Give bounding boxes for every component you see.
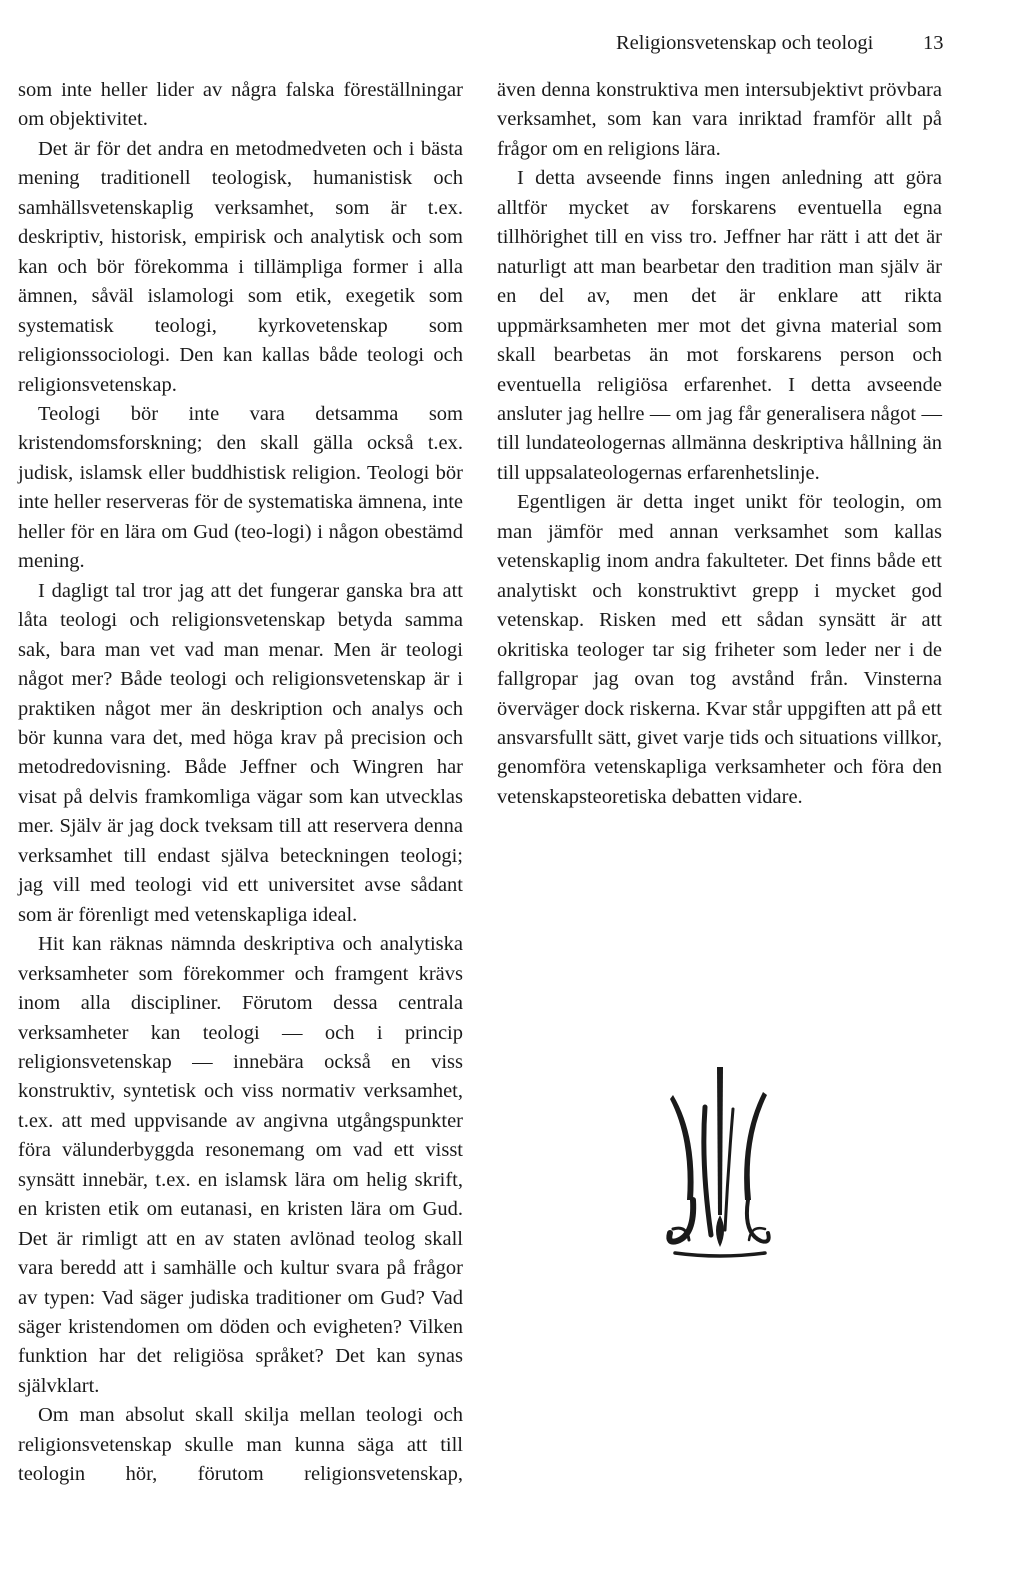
- paragraph: Hit kan räknas nämnda deskriptiva och analytiska verksamheter som förekommer och framgent krävs inom alla discipliner. Förutom dessa centrala verksamheter kan teologi — och i princip religionsvetenskap — innebära också en viss konstruktiv, syntetisk och viss normativ verksamhet, t.ex. att med uppvisande av angivna utgångspunkter föra välunderbyggda resonemang om vad ett visst synsätt innebär, t.ex. en islamsk lära om helig skrift, en kristen etik om eutanasi, en kristen lära om Gud. Det är rimligt att en av staten avlönad teolog skall vara beredd att i samhälle och kultur svara på frågor av typen: Vad säger judiska traditioner om Gud? Vad säger kristendomen om döden och evigheten? Vilken funktion har det religiösa språket? Det kan synas självklart.: [18, 933, 463, 1397]
- paragraph: Teologi bör inte vara detsamma som kristendomsforskning; den skall gälla också t.ex. judisk, islamsk eller buddhistisk religion. Teologi bör inte heller reserveras för de systematiska ämnena, inte heller för en lära om Gud (teo-logi) i någon obestämd mening.: [18, 402, 463, 573]
- paragraph: Egentligen är detta inget unikt för teologin, om man jämför med annan verksamhet som kallas vetenskaplig inom andra fakulteter. Det finns både ett analytiskt och konstruktivt grepp i mycket god vetenskap. Risken med ett sådan synsätt är att okritiska teologer tar sig friheter som leder ner i de fallgropar jag ovan tog avstånd från. Vinsterna överväger dock riskerna. Kvar står uppgiften att på ett ansvarsfullt sätt, givet varje tids och situations villkor, genomföra vetenskapliga verksamheter och föra den vetenskapsteoretiska debatten vidare.: [497, 491, 942, 808]
- paragraph: även denna konstruktiva men intersubjektivt prövbara verksamhet, som kan vara inriktad framför allt på frågor om en religions lära.: [497, 79, 942, 160]
- right-column: [497, 76, 942, 812]
- paragraph: I dagligt tal tror jag att det fungerar ganska bra att låta teologi och religionsvetenskap betyda samma sak, bara man vet vad man menar. Men är teologi något mer? Både teologi och religionsvetenskap är i praktiken något mer än deskription och analys och bör kunna vara det, med höga krav på precision och metodredovisning. Både Jeffner och Wingren har visat på delvis framkomliga vägar som kan utvecklas mer. Själv är jag dock tveksam till att reservera denna verksamhet till endast själva beteckningen teologi; jag vill med teologi vid ett universitet avse sådant som är förenligt med vetenskapliga ideal.: [18, 579, 463, 926]
- running-title: Religionsvetenskap och teologi: [616, 32, 874, 54]
- paragraph: I detta avseende finns ingen anledning att göra alltför mycket av forskarens eventuella egna tillhörighet till en viss tro. Jeffner har rätt i att det är naturligt att man bearbetar den tradition man själv är en del av, men det är enklare att rikta uppmärksamheten mer mot det givna material som skall bearbetas än mot forskarens person och eventuella religiösa erfarenhet. I detta avseende ansluter jag hellre — om jag får generalisera något — till lundateologernas allmänna deskriptiva hållning än till uppsalateologernas erfarenhetslinje.: [497, 167, 942, 484]
- paragraph: Om man absolut skall skilja mellan teologi och religionsvetenskap skulle man kunna säga att till teologin hör, förutom religionsvetenskap,: [18, 1404, 463, 1486]
- left-column: [18, 76, 463, 1490]
- paragraph: Det är för det andra en metodmedveten och i bästa mening traditionell teologisk, humanistisk och samhällsvetenskaplig verksamhet, som är t.ex. deskriptiv, historisk, empirisk och analytisk och som kan och bör förekomma i tillämpliga former i alla ämnen, såväl islamologi som etik, exegetik som systematisk teologi, kyrkovetenskap som religionssociologi. Den kan kallas både teologi och religionsvetenskap.: [18, 137, 463, 396]
- running-head: [0, 28, 1024, 58]
- paragraph: som inte heller lider av några falska föreställningar om objektivitet.: [18, 79, 463, 131]
- floral-fleuron-icon: [665, 1065, 775, 1275]
- page-number: 13: [923, 32, 944, 54]
